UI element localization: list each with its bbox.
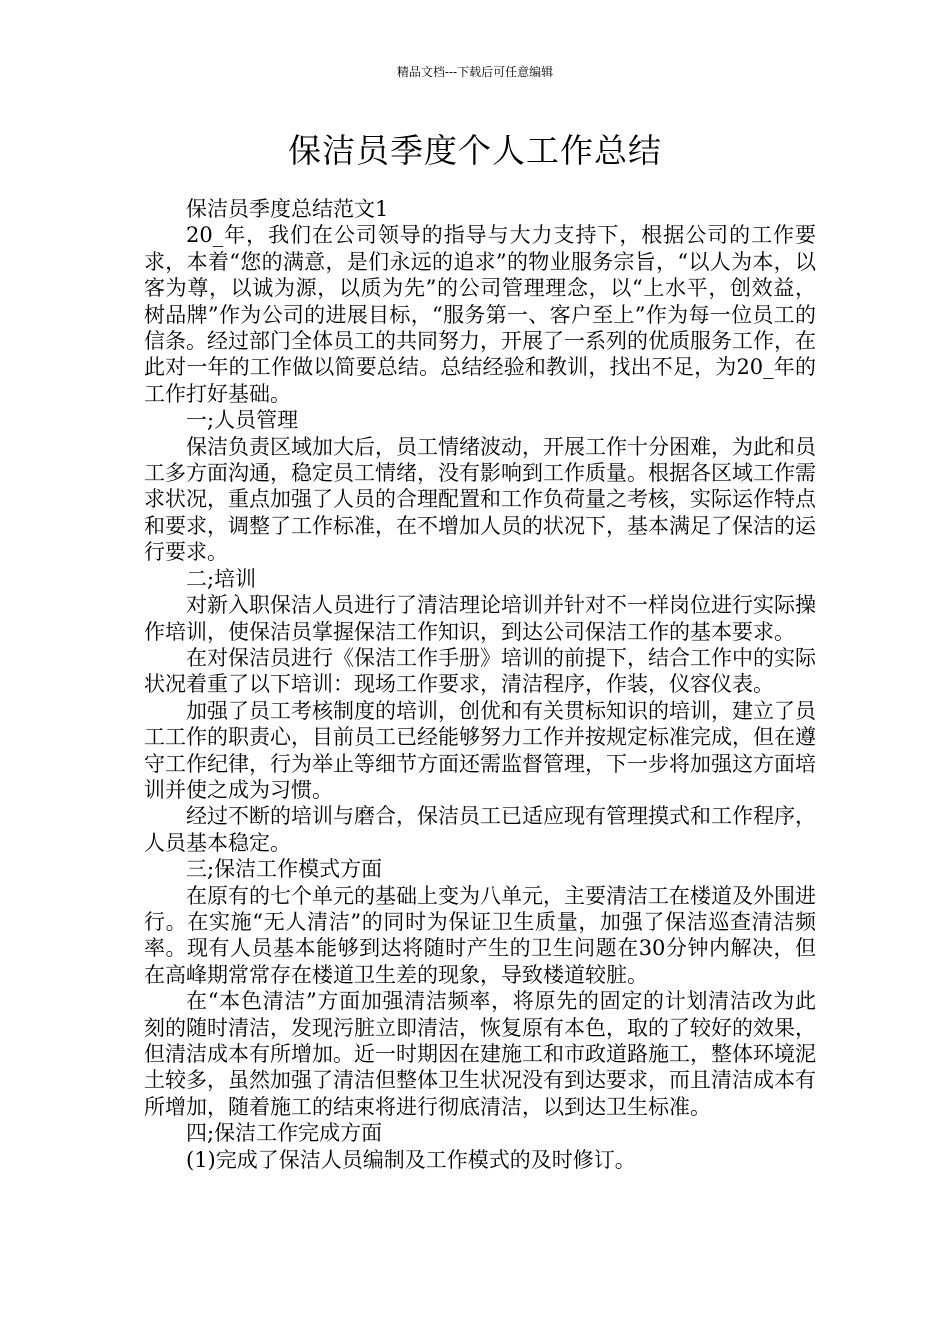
body-paragraph: 在对保洁员进行《保洁工作手册》培训的前提下，结合工作中的实际状况着重了以下培训：现场工作要求，清洁程序，作装，仪容仪表。 [144, 645, 816, 697]
document-body [144, 196, 816, 1173]
section-heading: 二;培训 [186, 566, 257, 591]
section-subtitle: 保洁员季度总结范文1 [186, 197, 389, 221]
body-paragraph: 在原有的七个单元的基础上变为八单元，主要清洁工在楼道及外围进行。在实施“无人清洁”的同时为保证卫生质量，加强了保洁巡查清洁频率。现有人员基本能够到达将随时产生的卫生问题在30分钟内解决，但在高峰期常常存在楼道卫生差的现象，导致楼道较脏。 [144, 883, 816, 987]
body-paragraph: 经过不断的培训与磨合，保洁员工已适应现有管理摸式和工作程序，人员基本稳定。 [144, 804, 816, 855]
body-paragraph: 加强了员工考核制度的培训，创优和有关贯标知识的培训，建立了员工工作的职责心，目前员工已经能够努力工作并按规定标准完成，但在遵守工作纪律，行为举止等细节方面还需监督管理，下一步将加强这方面培训并使之成为习惯。 [144, 698, 816, 802]
body-paragraph: (1)完成了保洁人员编制及工作模式的及时修订。 [186, 1147, 636, 1172]
document-title: 保洁员季度个人工作总结 [288, 131, 662, 170]
body-paragraph: 20_年，我们在公司领导的指导与大力支持下，根据公司的工作要求，本着“您的满意，是们永远的追求”的物业服务宗旨，“以人为本，以客为尊，以诚为源，以质为先”的公司管理理念，以“上水平，创效益，树品牌”作为公司的进展目标，“服务第一、客户至上”作为每一位员工的信条。经过部门全体员工的共同努力，开展了一系列的优质服务工作，在此对一年的工作做以简要总结。总结经验和教训，找出不足，为20_年的工作打好基础。 [144, 223, 816, 406]
section-heading: 三;保洁工作模式方面 [186, 857, 383, 882]
section-heading: 四;保洁工作完成方面 [186, 1121, 383, 1146]
body-paragraph: 对新入职保洁人员进行了清洁理论培训并针对不一样岗位进行实际操作培训，使保洁员掌握保洁工作知识，到达公司保洁工作的基本要求。 [144, 593, 816, 644]
section-heading: 一;人员管理 [186, 408, 299, 433]
page-header-note: 精品文档---下载后可任意编辑 [396, 65, 554, 79]
body-paragraph: 在“本色清洁”方面加强清洁频率，将原先的固定的计划清洁改为此刻的随时清洁，发现污脏立即清洁，恢复原有本色，取的了较好的效果，但清洁成本有所增加。近一时期因在建施工和市政道路施工，整体环境泥土较多，虽然加强了清洁但整体卫生状况没有到达要求，而且清洁成本有所增加，随着施工的结束将进行彻底清洁，以到达卫生标准。 [144, 989, 816, 1119]
body-paragraph: 保洁负责区域加大后，员工情绪波动，开展工作十分困难，为此和员工多方面沟通，稳定员工情绪，没有影响到工作质量。根据各区域工作需求状况，重点加强了人员的合理配置和工作负荷量之考核，实际运作特点和要求，调整了工作标准，在不增加人员的状况下，基本满足了保洁的运行要求。 [144, 434, 816, 565]
